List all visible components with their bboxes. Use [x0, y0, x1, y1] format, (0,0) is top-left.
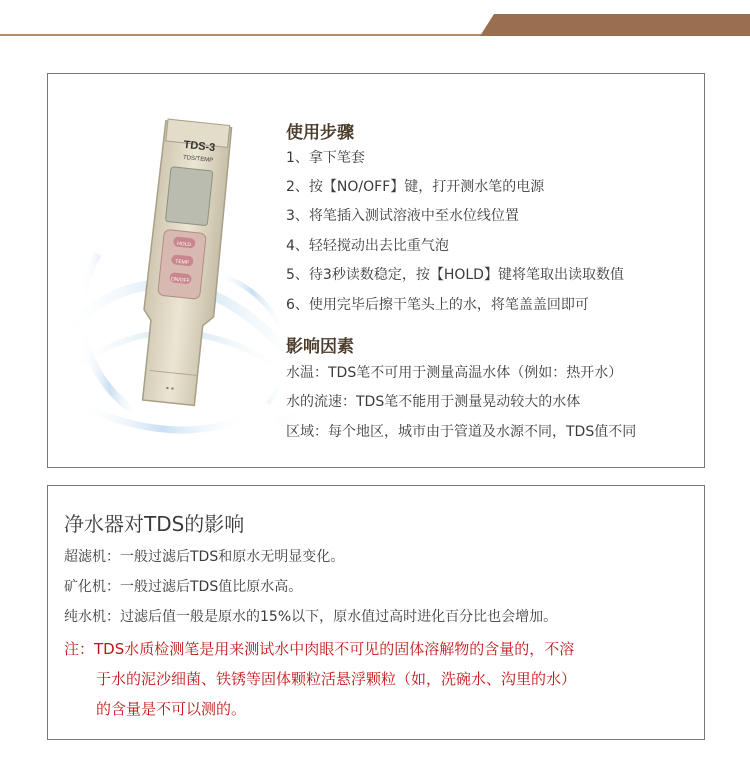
usage-step-4: 4、轻轻搅动出去比重气泡	[286, 238, 449, 254]
factors-title: 影响因素	[286, 337, 354, 357]
usage-step-2: 2、按【NO/OFF】键，打开测水笔的电源	[286, 179, 545, 195]
factor-temperature: 水温：TDS笔不可用于测量高温水体（例如：热开水）	[286, 365, 623, 381]
note-line-2: 于水的泥沙细菌、铁锈等固体颗粒活悬浮颗粒（如，洗碗水、沟里的水）	[96, 670, 577, 688]
factor-flow: 水的流速：TDS笔不能用于测量晃动较大的水体	[286, 394, 581, 410]
usage-step-6: 6、使用完毕后擦干笔头上的水，将笔盖盖回即可	[286, 297, 589, 313]
purifier-pure-water: 纯水机：过滤后值一般是原水的15%以下，原水值过高时进化百分比也会增加。	[64, 609, 558, 625]
device-sub-label: TDS/TEMP	[182, 154, 214, 164]
purifier-mineralizer: 矿化机：一般过滤后TDS值比原水高。	[64, 579, 303, 595]
header-accent-tab	[480, 14, 750, 36]
usage-panel	[47, 73, 705, 468]
svg-text:▪ ▪: ▪ ▪	[165, 383, 175, 394]
device-button-onoff: ON/OFF	[170, 276, 191, 285]
device-model-label: TDS-3	[182, 138, 216, 155]
usage-step-1: 1、拿下笔套	[286, 150, 365, 166]
note-line-3: 的含量是不可以测的。	[96, 700, 247, 718]
factor-region: 区域：每个地区，城市由于管道及水源不同，TDS值不同	[286, 424, 637, 440]
note-line-1: 注：TDS水质检测笔是用来测试水中肉眼不可见的固体溶解物的含量的，不溶	[64, 640, 575, 658]
device-button-temp: TEMP	[174, 258, 190, 267]
purifier-panel	[47, 485, 705, 740]
usage-step-5: 5、待3秒读数稳定，按【HOLD】键将笔取出读取数值	[286, 267, 624, 283]
usage-title: 使用步骤	[286, 123, 354, 143]
purifier-ultrafilter: 超滤机：一般过滤后TDS和原水无明显变化。	[64, 549, 345, 565]
device-button-hold: HOLD	[176, 240, 192, 249]
usage-step-3: 3、将笔插入测试溶液中至水位线位置	[286, 208, 519, 224]
purifier-title: 净水器对TDS的影响	[64, 512, 245, 536]
